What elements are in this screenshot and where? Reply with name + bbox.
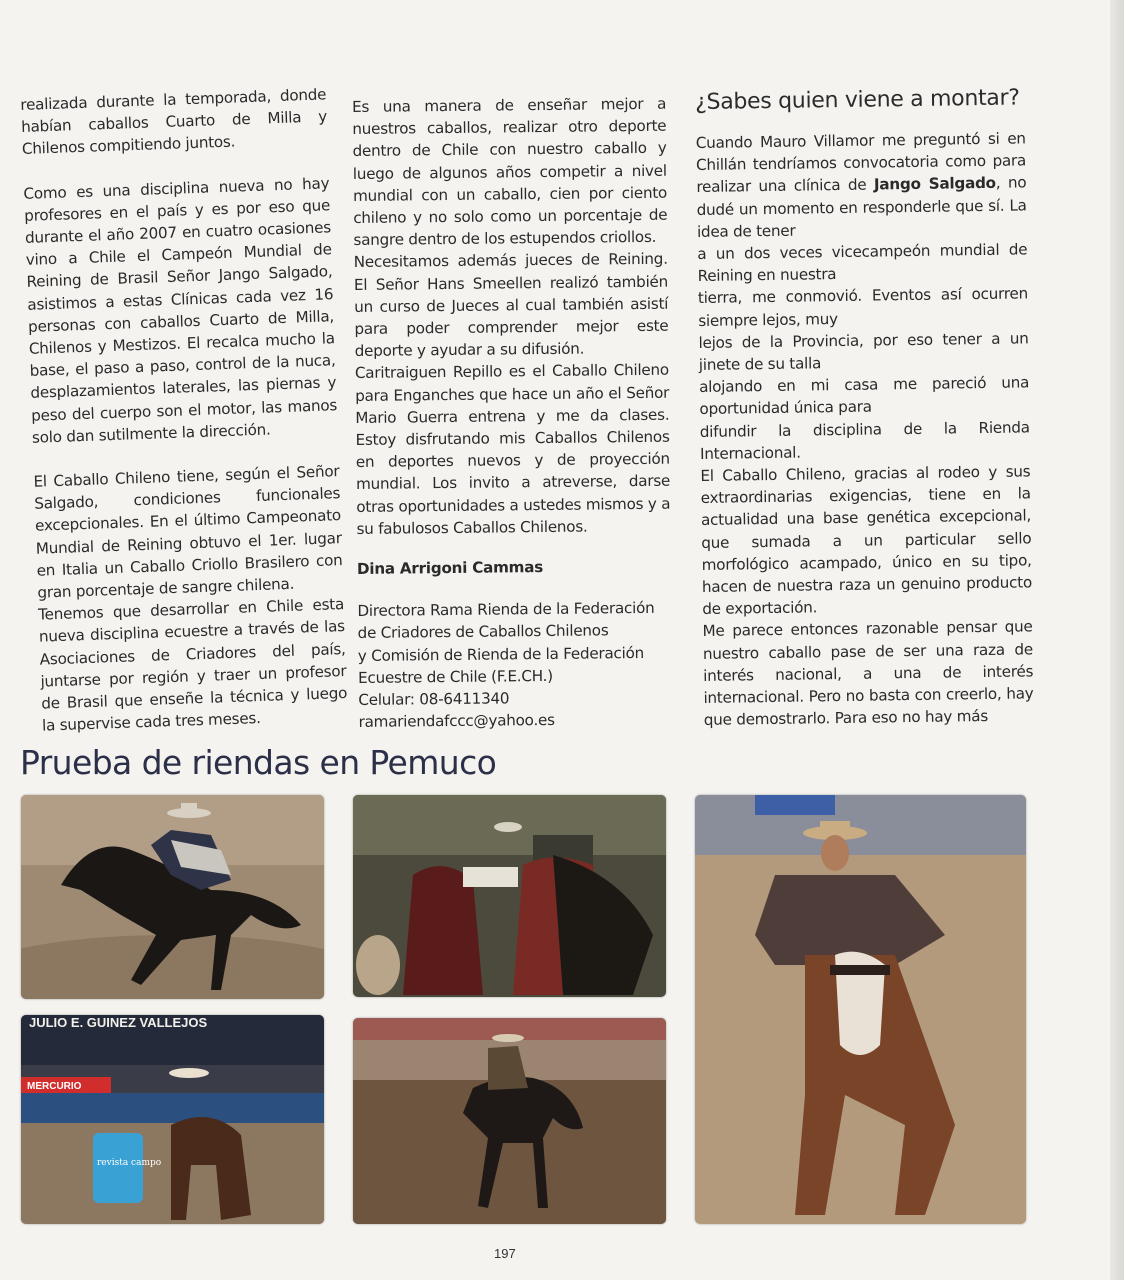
- photo-arena-banner: [21, 1015, 324, 1224]
- author-role: y Comisión de Rienda de la Federación: [357, 643, 645, 665]
- banner-name: JULIO E. GUINEZ VALLEJOS: [29, 1015, 208, 1030]
- author-name: Dina Arrigoni Cammas: [356, 558, 544, 579]
- page-edge: [1110, 0, 1124, 1280]
- banner-sponsor: MERCURIO: [27, 1081, 82, 1092]
- paragraph-text: , no dudé un momento en responderle que sí. La idea de tener: [696, 173, 1027, 241]
- author-role: de Criadores de Caballos Chilenos: [357, 621, 609, 643]
- author-phone: Celular: 08-6411340: [358, 689, 510, 710]
- column-heading: ¿Sabes quien viene a montar?: [695, 85, 1020, 115]
- paragraph-text: Cuando Mauro Villamor me preguntó si en Chillán tendríamos convocatoria como para realizar una clínica de: [695, 129, 1027, 197]
- text-column-1: [20, 83, 348, 737]
- paragraph: difundir la disciplina de la Rienda Internacional.: [699, 418, 1030, 463]
- paragraph: tierra, me conmovió. Eventos así ocurren siempre lejos, muy: [697, 284, 1029, 330]
- paragraph: El Caballo Chileno tiene, según el Señor Salgado, condiciones funcionales excepcionales. En el último Campeonato Mundial de Reining obtuvo el 1er. lugar en Italia un Caballo Criollo Brasilero con gran porcentaje de sangre chilena.: [33, 462, 343, 602]
- text-column-3: [695, 83, 1034, 731]
- author-role: Ecuestre de Chile (F.E.CH.): [357, 666, 553, 687]
- photo-award-presentation: [353, 795, 666, 997]
- page-number: 197: [494, 1246, 516, 1261]
- text-column-2: [352, 93, 673, 734]
- paragraph: Tenemos que desarrollar en Chile esta nueva disciplina ecuestre a través de las Asociaciones de Criadores del país, juntarse por región y traer un profesor de Brasil que enseñe la técnica y luego la supervise cada tres meses.: [37, 595, 348, 735]
- paragraph: El Caballo Chileno, gracias al rodeo y sus extraordinarias exigencias, tiene en la actualidad una base genética excepcional, que sumada a un particular sello morfológico acampado, único en su tipo, hacen de nuestra raza un genuino producto de exportación.: [700, 462, 1033, 619]
- author-role: Directora Rama Rienda de la Federación: [357, 599, 655, 621]
- photo-rider-in-ring: [353, 1018, 666, 1224]
- paragraph: Necesitamos además jueces de Reining. El Señor Hans Smeellen realizó también un curso de Jueces al cual también asistí para poder comprender mejor este deporte y ayudar a su difusión.: [353, 250, 669, 361]
- paragraph: Como es una disciplina nueva no hay profesores en el país y es por eso que durante el año 2007 en cuatro ocasiones vino a Chile el Campeón Mundial de Reining de Brasil Señor Jango Salgado, asistimos a estas Clínicas cada vez 16 personas con caballos Cuarto de Milla, Chilenos y Mestizos. El recalca mucho la base, el paso a paso, control de la nuca, desplazamientos laterales, las piernas y peso del cuerpo son el motor, las manos solo dan sutilmente la dirección.: [23, 173, 338, 447]
- section-title: Prueba de riendas en Pemuco: [20, 743, 497, 782]
- paragraph: a un dos veces vicecampeón mundial de Reining en nuestra: [697, 240, 1028, 286]
- paragraph: realizada durante la temporada, donde habían caballos Cuarto de Milla y Chilenos compitiendo juntos.: [20, 85, 328, 159]
- paragraph: [696, 127, 1028, 243]
- paragraph: Es una manera de enseñar mejor a nuestros caballos, realizar otro deporte dentro de Chile con nuestro caballo y luego de algunos años competir a nivel mundial con un caballo, cien por ciento chileno y no solo como un porcentaje de sangre dentro de los estupendos criollos.: [352, 94, 668, 250]
- paragraph: Me parece entonces razonable pensar que nuestro caballo pase de ser una raza de interés nacional, a una de interés internacional. Pero no basta con creerlo, hay que demostrarlo. Para eso no hay más: [702, 617, 1034, 730]
- author-email: ramariendafccc@yahoo.es: [358, 711, 555, 732]
- paragraph: lejos de la Provincia, por eso tener a un jinete de su talla: [698, 329, 1029, 375]
- paragraph: Caritraiguen Repillo es el Caballo Chileno para Enganches que hace un año el Señor Mario Guerra entrena y me da clases. Estoy disfrutando mis Caballos Chilenos en deportes nuevos y de proyección mundial. Los invito a atreverse, darse otras oportunidades a ustedes mismos y a su fabulosos Caballos Chilenos.: [354, 361, 671, 538]
- photo-rider-portrait: [695, 795, 1026, 1224]
- bold-name: Jango Salgado: [873, 174, 996, 194]
- photo-rider-galloping: [21, 795, 324, 999]
- paragraph: alojando en mi casa me pareció una oportunidad única para: [699, 373, 1030, 419]
- drum-text: revista campo: [97, 1158, 162, 1168]
